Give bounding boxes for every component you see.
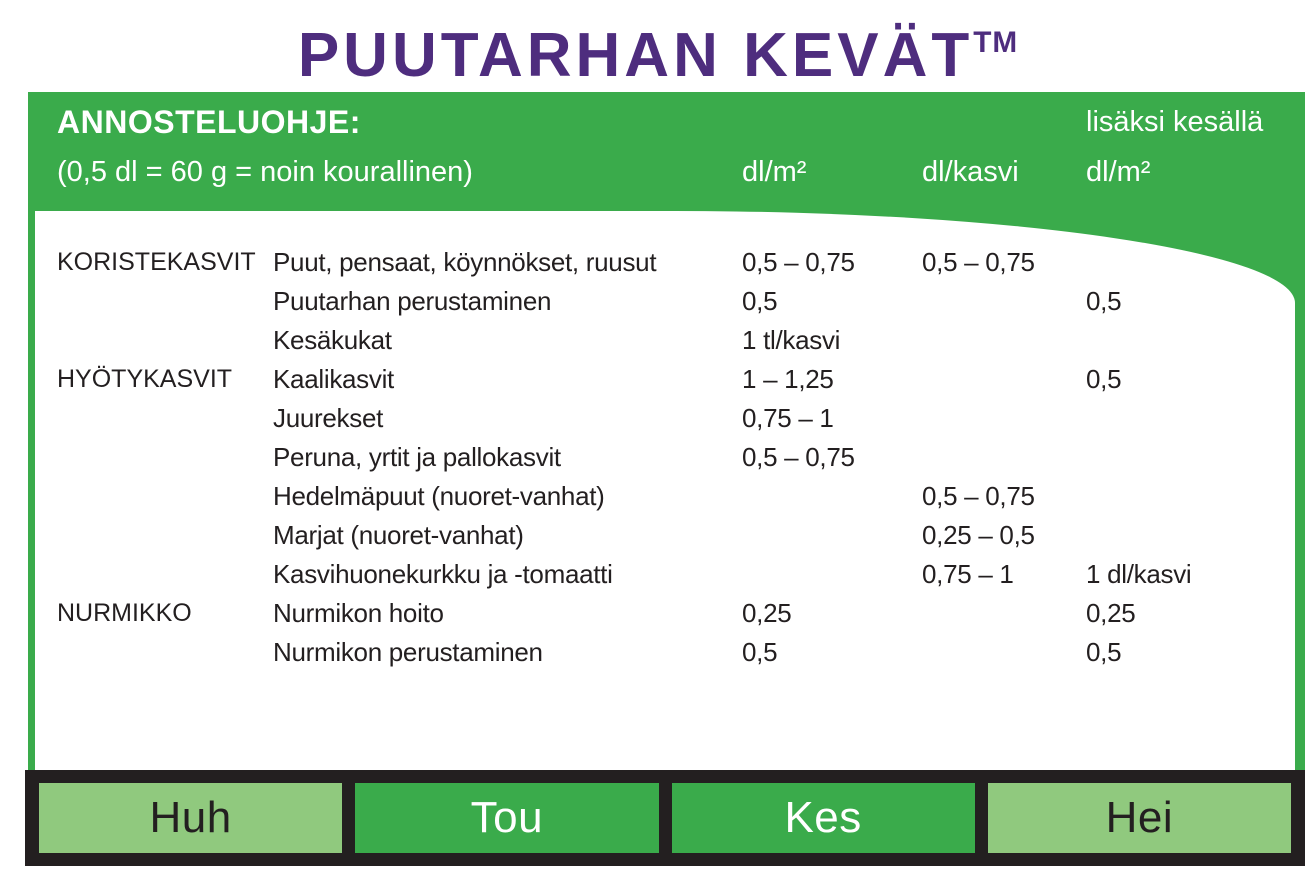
table-row: [28, 555, 1305, 594]
column-header-extra-dl-m2: dl/m²: [1086, 156, 1151, 188]
table-row: [28, 594, 1305, 633]
cell-category: HYÖTYKASVIT: [57, 365, 233, 393]
trademark-symbol: TM: [973, 26, 1019, 59]
cell-category: NURMIKKO: [57, 599, 192, 627]
cell-item: Kaalikasvit: [273, 364, 394, 394]
table-row: [28, 282, 1305, 321]
table-row: [28, 360, 1305, 399]
table-row: [28, 633, 1305, 672]
cell-item: Kasvihuonekurkku ja -tomaatti: [273, 559, 613, 589]
table-row: [28, 399, 1305, 438]
cell-dl-kasvi: 0,5 – 0,75: [922, 481, 1035, 511]
cell-lisaksi-kesalla: 0,5: [1086, 637, 1122, 667]
cell-item: Nurmikon perustaminen: [273, 637, 543, 667]
column-header-dl-m2: dl/m²: [742, 156, 807, 188]
cell-dl-m2: 1 – 1,25: [742, 364, 834, 394]
cell-dl-m2: 0,5 – 0,75: [742, 442, 855, 472]
cell-lisaksi-kesalla: 1 dl/kasvi: [1086, 559, 1192, 589]
month-bar: [25, 770, 1305, 866]
cell-lisaksi-kesalla: 0,5: [1086, 286, 1122, 316]
table-row: [28, 243, 1305, 282]
cell-dl-m2: 0,5: [742, 286, 778, 316]
cell-item: Puutarhan perustaminen: [273, 286, 552, 316]
panel-heading: ANNOSTELUOHJE:: [57, 104, 361, 140]
month-cell-hei: Hei: [988, 783, 1291, 853]
column-header-dl-kasvi: dl/kasvi: [922, 156, 1019, 188]
column-note-lisaksi-kesalla: lisäksi kesällä: [1086, 106, 1264, 138]
table-row: [28, 438, 1305, 477]
dosage-table: [28, 243, 1305, 672]
cell-dl-kasvi: 0,75 – 1: [922, 559, 1014, 589]
cell-lisaksi-kesalla: 0,25: [1086, 598, 1136, 628]
cell-item: Juurekset: [273, 403, 384, 433]
product-name: PUUTARHAN KEVÄT: [297, 21, 974, 90]
cell-item: Marjat (nuoret-vanhat): [273, 520, 524, 550]
panel-subheading: (0,5 dl = 60 g = noin kourallinen): [57, 156, 473, 188]
cell-dl-m2: 1 tl/kasvi: [742, 325, 841, 355]
cell-dl-kasvi: 0,5 – 0,75: [922, 247, 1035, 277]
cell-dl-m2: 0,75 – 1: [742, 403, 834, 433]
cell-dl-kasvi: 0,25 – 0,5: [922, 520, 1035, 550]
table-row: [28, 516, 1305, 555]
cell-item: Hedelmäpuut (nuoret-vanhat): [273, 481, 605, 511]
table-row: [28, 477, 1305, 516]
cell-item: Puut, pensaat, köynnökset, ruusut: [273, 247, 657, 277]
month-cell-tou: Tou: [355, 783, 658, 853]
page-title: [0, 0, 1316, 99]
cell-dl-m2: 0,5: [742, 637, 778, 667]
month-cell-huh: Huh: [39, 783, 342, 853]
month-cell-kes: Kes: [672, 783, 975, 853]
cell-lisaksi-kesalla: 0,5: [1086, 364, 1122, 394]
cell-item: Peruna, yrtit ja pallokasvit: [273, 442, 561, 472]
cell-item: Kesäkukat: [273, 325, 392, 355]
cell-item: Nurmikon hoito: [273, 598, 444, 628]
cell-dl-m2: 0,25: [742, 598, 792, 628]
dosage-panel: [28, 92, 1305, 775]
table-row: [28, 321, 1305, 360]
cell-category: KORISTEKASVIT: [57, 248, 256, 276]
cell-dl-m2: 0,5 – 0,75: [742, 247, 855, 277]
